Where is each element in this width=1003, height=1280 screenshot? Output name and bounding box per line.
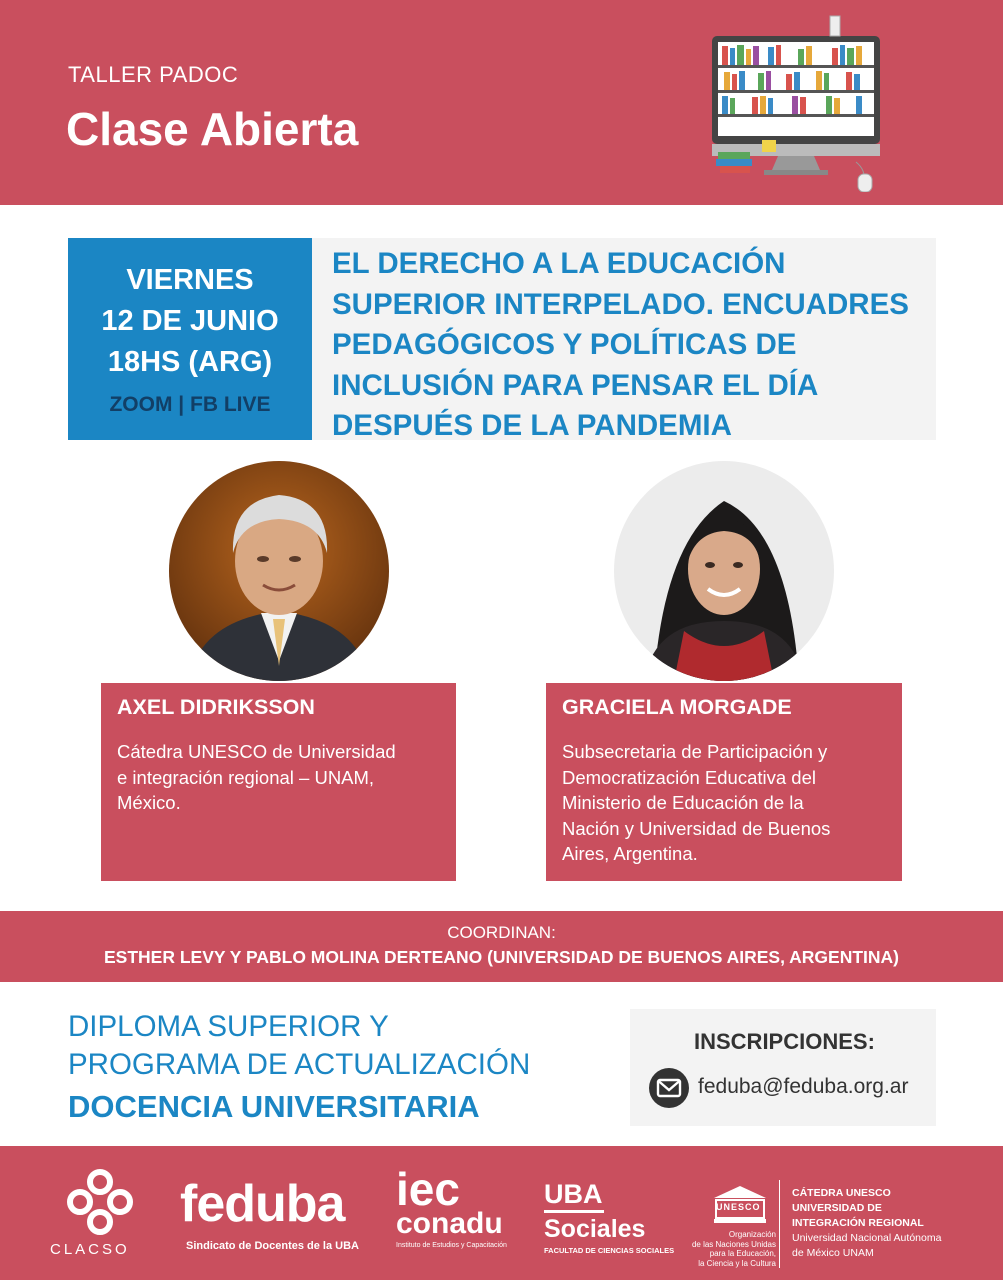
page-title: Clase Abierta: [66, 103, 359, 155]
uba-logo-underline: [544, 1210, 604, 1213]
speaker-card-graciela: [546, 683, 902, 881]
speaker-description: [117, 739, 447, 816]
unesco-description-line: para la Educación,: [709, 1249, 776, 1258]
event-platforms: ZOOM | FB LIVE: [109, 393, 271, 416]
speaker-description-line: Cátedra UNESCO de Universidad: [117, 741, 396, 762]
speaker-description-line: Subsecretaria de Participación y: [562, 741, 828, 762]
speaker-description: [562, 739, 892, 867]
footer-logos: [0, 1146, 1003, 1280]
iec-subtitle: Instituto de Estudios y Capacitación: [396, 1242, 507, 1249]
registration-box: [630, 1009, 936, 1126]
footer-divider: [779, 1180, 780, 1268]
iec-logo-text: iec: [396, 1163, 460, 1215]
unesco-description-line: Organización: [728, 1230, 776, 1239]
feduba-subtitle: Sindicato de Docentes de la UBA: [186, 1240, 359, 1252]
catedra-unesco-text: [792, 1186, 941, 1261]
speaker-photo-graciela: [614, 461, 834, 681]
speaker-name: AXEL DIDRIKSSON: [117, 695, 315, 719]
speaker-card-axel: [101, 683, 456, 881]
speaker-description-line: Nación y Universidad de Buenos: [562, 817, 831, 839]
unesco-description: [676, 1230, 776, 1268]
event-title-line: DESPUÉS DE LA PANDEMIA: [332, 409, 732, 442]
feduba-logo-text: feduba: [180, 1175, 345, 1233]
header-banner: [0, 0, 1003, 205]
coordination-names: ESTHER LEVY Y PABLO MOLINA DERTEANO (UNIVERSIDAD DE BUENOS AIRES, ARGENTINA): [103, 947, 900, 967]
speaker-description-line: Ministerio de Educación de la: [562, 792, 804, 813]
event-title-box: [312, 238, 936, 440]
event-title: [332, 244, 932, 447]
catedra-line: INTEGRACIÓN REGIONAL: [792, 1217, 924, 1229]
registration-email-link[interactable]: feduba@feduba.org.ar: [698, 1075, 909, 1098]
coordination-label: COORDINAN:: [447, 923, 556, 942]
event-title-line: INCLUSIÓN PARA PENSAR EL DÍA: [332, 368, 819, 402]
event-date-box: [68, 238, 312, 440]
event-title-line: PEDAGÓGICOS Y POLÍTICAS DE: [332, 328, 797, 361]
unesco-description-line: de las Naciones Unidas: [691, 1239, 776, 1249]
event-title-line: SUPERIOR INTERPELADO. ENCUADRES: [332, 287, 909, 321]
program-line-2: PROGRAMA DE ACTUALIZACIÓN: [68, 1048, 531, 1081]
event-title-line: EL DERECHO A LA EDUCACIÓN: [332, 247, 786, 280]
clacso-logo-icon: [66, 1168, 134, 1236]
registration-label: INSCRIPCIONES:: [694, 1029, 875, 1054]
speaker-description-line: Democratización Educativa del: [562, 766, 816, 788]
speaker-description-line: e integración regional – UNAM,: [117, 766, 375, 788]
conadu-logo-text: conadu: [396, 1207, 503, 1240]
clacso-logo-text: CLACSO: [50, 1241, 130, 1258]
speaker-description-line: México.: [117, 792, 181, 813]
envelope-icon: [649, 1068, 689, 1108]
catedra-line: Universidad Nacional Autónoma: [792, 1232, 942, 1244]
event-day: VIERNES: [126, 264, 254, 296]
speaker-description-line: Aires, Argentina.: [562, 843, 698, 864]
speaker-photo-axel: [169, 461, 389, 681]
event-time: 18HS (ARG): [107, 346, 273, 378]
catedra-line: CÁTEDRA UNESCO: [792, 1187, 891, 1199]
sociales-subtitle: FACULTAD DE CIENCIAS SOCIALES: [544, 1246, 675, 1255]
unesco-word: UNESCO: [716, 1202, 761, 1212]
catedra-line: UNIVERSIDAD DE: [792, 1202, 882, 1214]
event-date: 12 DE JUNIO: [101, 305, 279, 337]
coordination-banner: [0, 911, 1003, 982]
workshop-kicker: TALLER PADOC: [68, 62, 239, 87]
program-line-1: DIPLOMA SUPERIOR Y: [68, 1010, 389, 1043]
catedra-line: de México UNAM: [792, 1247, 874, 1259]
sociales-logo-text: Sociales: [544, 1215, 646, 1243]
computer-bookshelf-icon: [706, 12, 886, 192]
speaker-name: GRACIELA MORGADE: [562, 695, 792, 719]
program-name: DOCENCIA UNIVERSITARIA: [68, 1089, 480, 1124]
uba-logo-text: UBA: [544, 1179, 603, 1209]
unesco-description-line: la Ciencia y la Cultura: [698, 1258, 776, 1268]
